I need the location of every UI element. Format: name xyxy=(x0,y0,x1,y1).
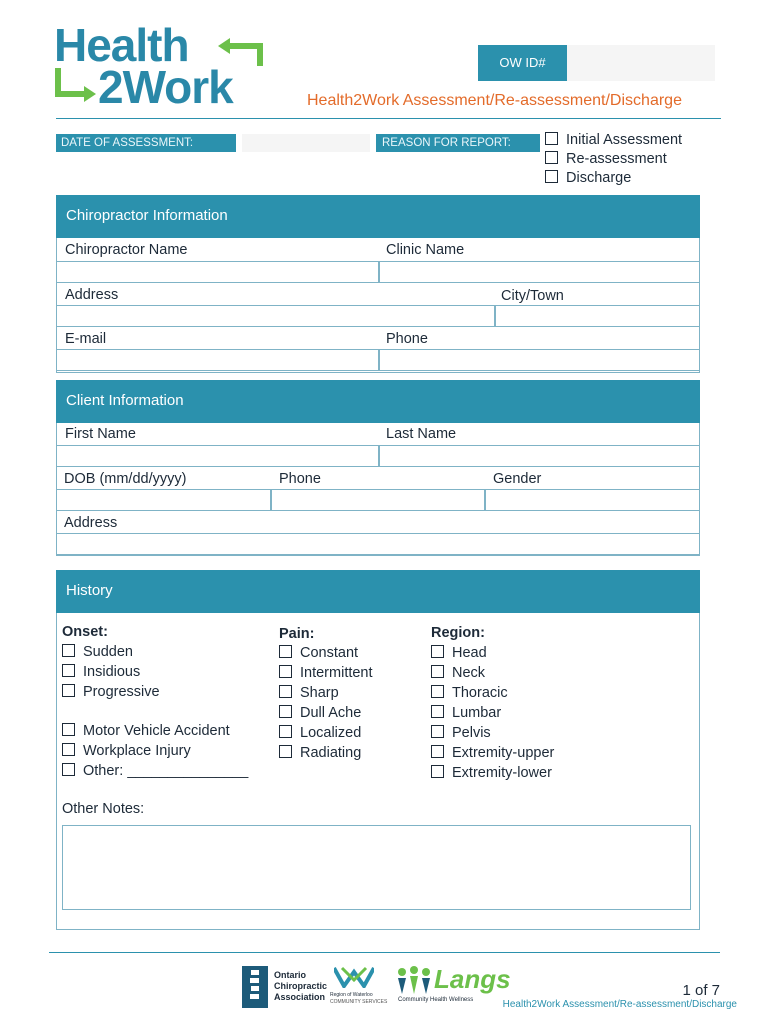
chiro-phone-field[interactable] xyxy=(379,349,700,371)
chiro-address-label: Address xyxy=(65,287,119,303)
checkbox[interactable] xyxy=(545,132,558,145)
dob-field[interactable] xyxy=(56,489,271,511)
oca-text-1: Ontario xyxy=(274,970,307,980)
gender-label: Gender xyxy=(493,471,542,487)
option-label: Head xyxy=(452,645,487,661)
onset-sudden[interactable] xyxy=(62,644,133,660)
checkbox[interactable] xyxy=(545,170,558,183)
option-label: Sharp xyxy=(300,685,339,701)
date-label: DATE OF ASSESSMENT: xyxy=(56,134,236,152)
reason-label: REASON FOR REPORT: xyxy=(376,134,540,152)
option-label: Other: _______________ xyxy=(83,763,249,779)
checkbox[interactable] xyxy=(62,644,75,657)
city-label: City/Town xyxy=(501,288,564,304)
page-number: 1 of 7 xyxy=(682,982,720,999)
client-address-field[interactable] xyxy=(56,533,700,555)
pain-label: Pain: xyxy=(279,626,315,642)
checkbox[interactable] xyxy=(545,151,558,164)
other-notes-field[interactable] xyxy=(62,825,691,910)
first-name-field[interactable] xyxy=(56,445,379,467)
arrow-right-icon xyxy=(54,68,98,104)
first-name-label: First Name xyxy=(65,426,136,442)
pain-dull-ache[interactable] xyxy=(279,705,361,721)
checkbox[interactable] xyxy=(431,745,444,758)
client-heading: Client Information xyxy=(56,380,700,423)
waterloo-text: Region of Waterloo xyxy=(330,992,373,998)
option-label: Motor Vehicle Accident xyxy=(83,723,230,739)
client-phone-field[interactable] xyxy=(271,489,485,511)
checkbox[interactable] xyxy=(62,763,75,776)
pain-sharp[interactable] xyxy=(279,685,339,701)
option-label: Extremity-upper xyxy=(452,745,555,761)
option-label: Dull Ache xyxy=(300,705,362,721)
city-field[interactable] xyxy=(495,305,700,327)
option-label: Extremity-lower xyxy=(452,765,552,781)
chiro-address-field[interactable] xyxy=(56,305,495,327)
email-label: E-mail xyxy=(65,331,107,347)
health2work-logo xyxy=(54,19,274,116)
gender-field[interactable] xyxy=(485,489,700,511)
last-name-field[interactable] xyxy=(379,445,700,467)
reason-option-label: Re-assessment xyxy=(566,151,667,167)
checkbox[interactable] xyxy=(431,665,444,678)
option-label: Insidious xyxy=(83,664,141,680)
checkbox[interactable] xyxy=(279,665,292,678)
onset-mva[interactable] xyxy=(62,723,230,739)
date-field[interactable] xyxy=(242,134,370,152)
checkbox[interactable] xyxy=(279,745,292,758)
checkbox[interactable] xyxy=(279,705,292,718)
oca-logo xyxy=(242,966,332,1008)
option-label: Constant xyxy=(300,645,359,661)
chiropractor-name-label: Chiropractor Name xyxy=(65,242,188,258)
client-phone-label: Phone xyxy=(279,471,321,487)
reason-initial[interactable] xyxy=(545,132,682,148)
option-label: Localized xyxy=(300,725,362,741)
option-label: Radiating xyxy=(300,745,362,761)
onset-workplace[interactable] xyxy=(62,743,191,759)
checkbox[interactable] xyxy=(62,743,75,756)
checkbox[interactable] xyxy=(431,765,444,778)
footer-rule xyxy=(49,952,720,953)
logo-line1: Health xyxy=(54,19,189,71)
pain-constant[interactable] xyxy=(279,645,358,661)
option-label: Pelvis xyxy=(452,725,491,741)
checkbox[interactable] xyxy=(279,645,292,658)
langs-logo xyxy=(396,964,511,1008)
pain-localized[interactable] xyxy=(279,725,361,741)
footer-doc-title: Health2Work Assessment/Re-assessment/Discharge xyxy=(502,999,737,1010)
chiropractor-heading: Chiropractor Information xyxy=(56,195,700,238)
last-name-label: Last Name xyxy=(386,426,457,442)
reason-reassessment[interactable] xyxy=(545,151,667,167)
checkbox[interactable] xyxy=(431,645,444,658)
reason-discharge[interactable] xyxy=(545,170,631,186)
dob-label: DOB (mm/dd/yyyy) xyxy=(64,471,187,487)
chiropractor-name-field[interactable] xyxy=(56,261,379,283)
onset-other[interactable] xyxy=(62,763,248,779)
clinic-name-label: Clinic Name xyxy=(386,242,465,258)
pain-radiating[interactable] xyxy=(279,745,361,761)
logo-line2: 2Work xyxy=(98,61,233,113)
checkbox[interactable] xyxy=(62,723,75,736)
region-extremity-upper[interactable] xyxy=(431,745,554,761)
region-head[interactable] xyxy=(431,645,487,661)
oca-text-3: Association xyxy=(274,992,326,1002)
onset-insidious[interactable] xyxy=(62,664,140,680)
checkbox[interactable] xyxy=(62,684,75,697)
checkbox[interactable] xyxy=(431,725,444,738)
client-address-label: Address xyxy=(64,515,118,531)
other-notes-label: Other Notes: xyxy=(62,801,145,817)
region-neck[interactable] xyxy=(431,665,485,681)
option-label: Thoracic xyxy=(452,685,508,701)
option-label: Progressive xyxy=(83,684,160,700)
langs-sub: Community Health Wellness xyxy=(398,997,474,1003)
checkbox[interactable] xyxy=(279,685,292,698)
region-pelvis[interactable] xyxy=(431,725,491,741)
option-label: Sudden xyxy=(83,644,133,660)
region-thoracic[interactable] xyxy=(431,685,508,701)
history-heading: History xyxy=(56,570,700,613)
waterloo-w-icon xyxy=(334,966,374,988)
arrow-left-icon xyxy=(216,38,272,72)
region-lumbar[interactable] xyxy=(431,705,501,721)
checkbox[interactable] xyxy=(62,664,75,677)
checkbox[interactable] xyxy=(431,685,444,698)
oca-text-2: Chiropractic xyxy=(274,981,328,991)
option-label: Neck xyxy=(452,665,486,681)
region-label: Region: xyxy=(431,625,485,641)
title-rule xyxy=(56,118,721,119)
pain-intermittent[interactable] xyxy=(279,665,373,681)
option-label: Workplace Injury xyxy=(83,743,191,759)
ow-id-label: OW ID# xyxy=(478,45,567,81)
people-icon xyxy=(396,966,432,994)
checkbox[interactable] xyxy=(279,725,292,738)
ow-id-field[interactable] xyxy=(567,45,715,81)
waterloo-sub: COMMUNITY SERVICES xyxy=(330,999,388,1005)
option-label: Intermittent xyxy=(300,665,373,681)
onset-label: Onset: xyxy=(62,624,108,640)
onset-progressive[interactable] xyxy=(62,684,160,700)
reason-option-label: Initial Assessment xyxy=(566,132,683,148)
region-waterloo-logo xyxy=(330,966,388,1008)
form-title: Health2Work Assessment/Re-assessment/Discharge xyxy=(307,92,682,109)
email-field[interactable] xyxy=(56,349,379,371)
clinic-name-field[interactable] xyxy=(379,261,700,283)
region-extremity-lower[interactable] xyxy=(431,765,552,781)
checkbox[interactable] xyxy=(431,705,444,718)
reason-option-label: Discharge xyxy=(566,170,632,186)
option-label: Lumbar xyxy=(452,705,502,721)
langs-name: Langs xyxy=(434,964,511,994)
chiro-phone-label: Phone xyxy=(386,331,428,347)
spine-icon xyxy=(242,966,268,1008)
